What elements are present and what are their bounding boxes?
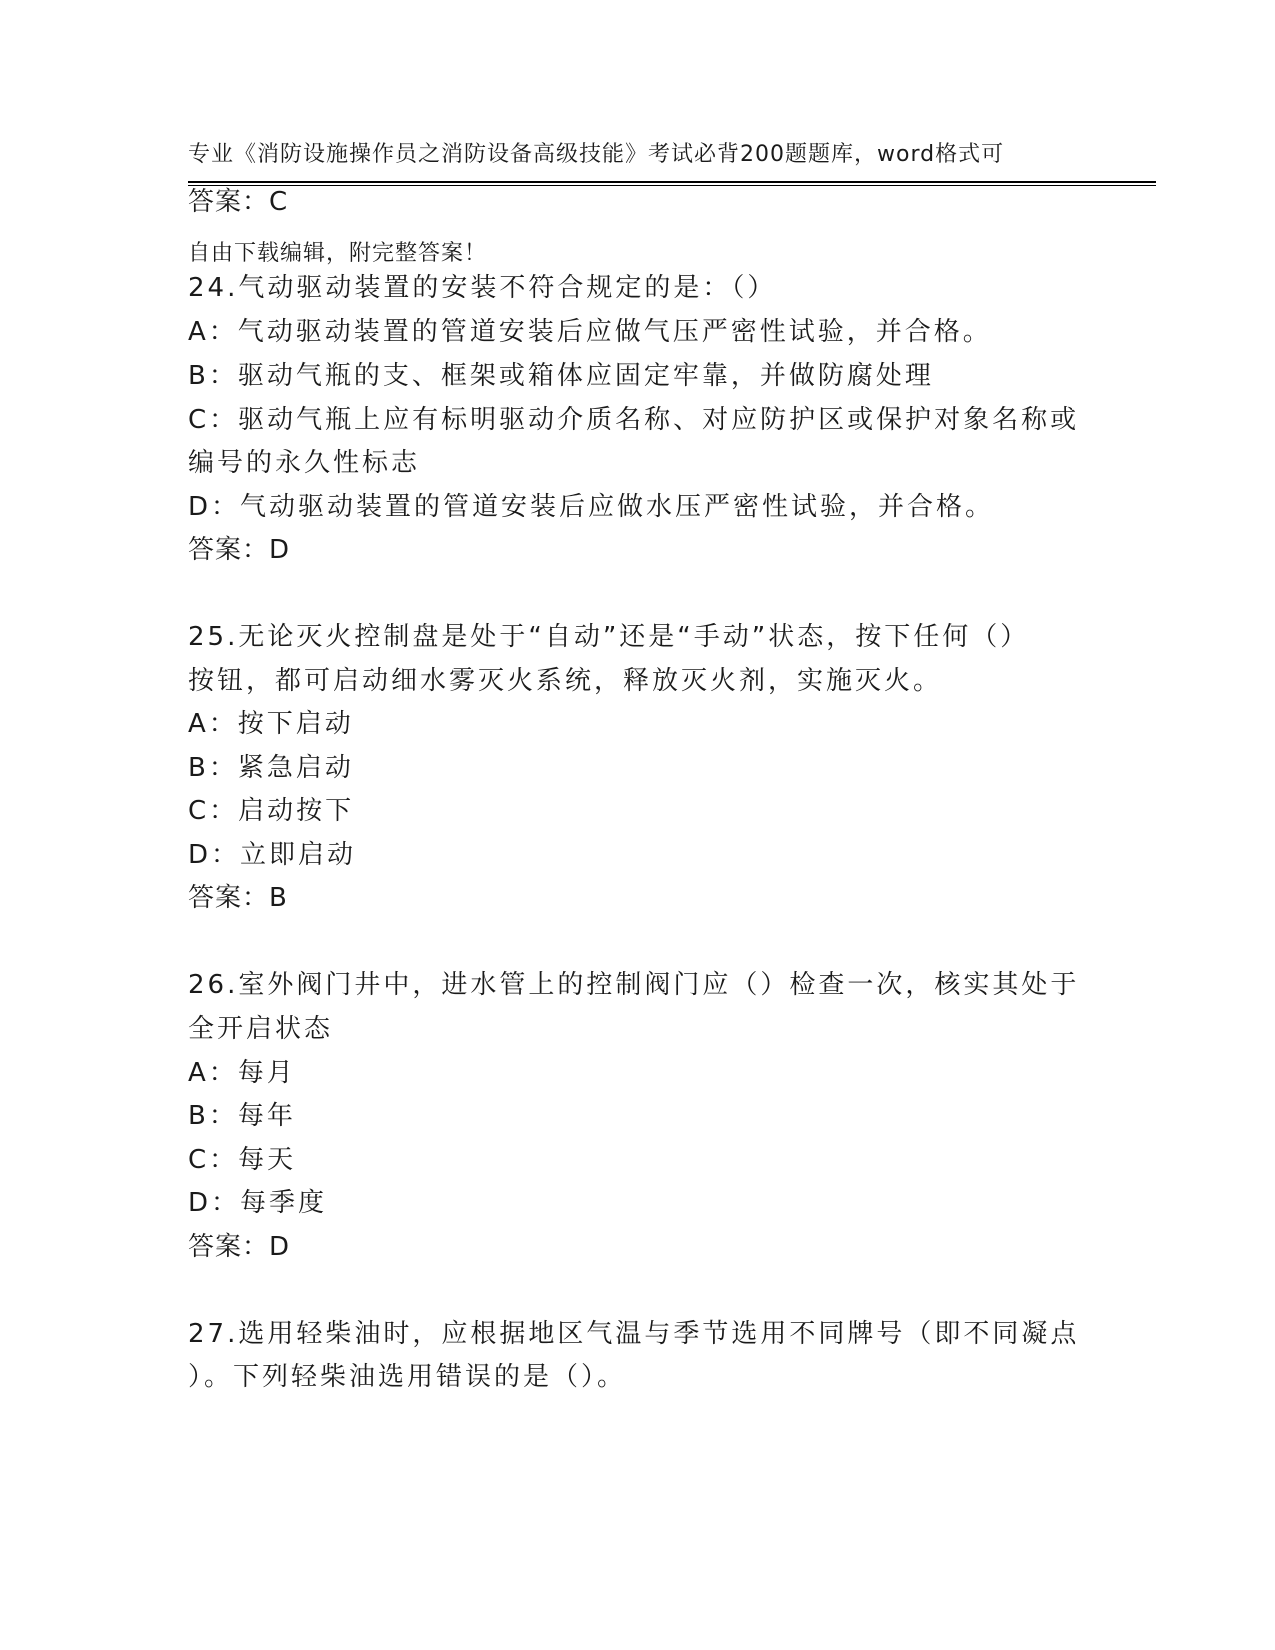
question-26-option-d: D：每季度 bbox=[188, 1188, 328, 1218]
question-24-stem: 24.气动驱动装置的安装不符合规定的是：（） bbox=[188, 273, 777, 303]
question-26-stem: 26.室外阀门井中，进水管上的控制阀门应（）检查一次，核实其处于 bbox=[188, 970, 1080, 1000]
question-26-option-b: B：每年 bbox=[188, 1101, 296, 1131]
question-26-option-a: A：每月 bbox=[188, 1058, 296, 1088]
question-24-option-a: A：气动驱动装置的管道安装后应做气压严密性试验，并合格。 bbox=[188, 317, 992, 347]
question-25-option-b: B：紧急启动 bbox=[188, 753, 354, 783]
question-27-stem: 27.选用轻柴油时，应根据地区气温与季节选用不同牌号（即不同凝点 bbox=[188, 1319, 1080, 1349]
question-24-option-c-cont: 编号的永久性标志 bbox=[188, 448, 421, 478]
header-divider bbox=[188, 181, 1156, 183]
question-25-option-c: C：启动按下 bbox=[188, 796, 355, 826]
question-25-option-d: D：立即启动 bbox=[188, 840, 357, 870]
question-25-option-a: A：按下启动 bbox=[188, 709, 354, 739]
question-25-stem: 25.无论灭火控制盘是处于“自动”还是“手动”状态，按下任何（） bbox=[188, 622, 1030, 652]
question-25-stem-cont: 按钮，都可启动细水雾灭火系统，释放灭火剂，实施灭火。 bbox=[188, 666, 943, 696]
question-26-option-c: C：每天 bbox=[188, 1145, 297, 1175]
question-26-stem-cont: 全开启状态 bbox=[188, 1014, 334, 1044]
question-24-option-c: C：驱动气瓶上应有标明驱动介质名称、对应防护区或保护对象名称或 bbox=[188, 405, 1080, 435]
question-24-option-d: D：气动驱动装置的管道安装后应做水压严密性试验，并合格。 bbox=[188, 492, 995, 522]
question-24-option-b: B：驱动气瓶的支、框架或箱体应固定牢靠，并做防腐处理 bbox=[188, 361, 934, 391]
previous-answer: 答案：C bbox=[188, 187, 289, 217]
question-26-answer: 答案：D bbox=[188, 1232, 291, 1262]
question-27-stem-cont: ）。下列轻柴油选用错误的是（）。 bbox=[188, 1362, 627, 1392]
question-24-answer: 答案：D bbox=[188, 535, 291, 565]
header-line: 专业《消防设施操作员之消防设备高级技能》考试必背200题题库，word格式可 bbox=[188, 142, 1005, 167]
question-25-answer: 答案：B bbox=[188, 883, 288, 913]
header-line: 自由下载编辑，附完整答案！ bbox=[188, 241, 488, 266]
